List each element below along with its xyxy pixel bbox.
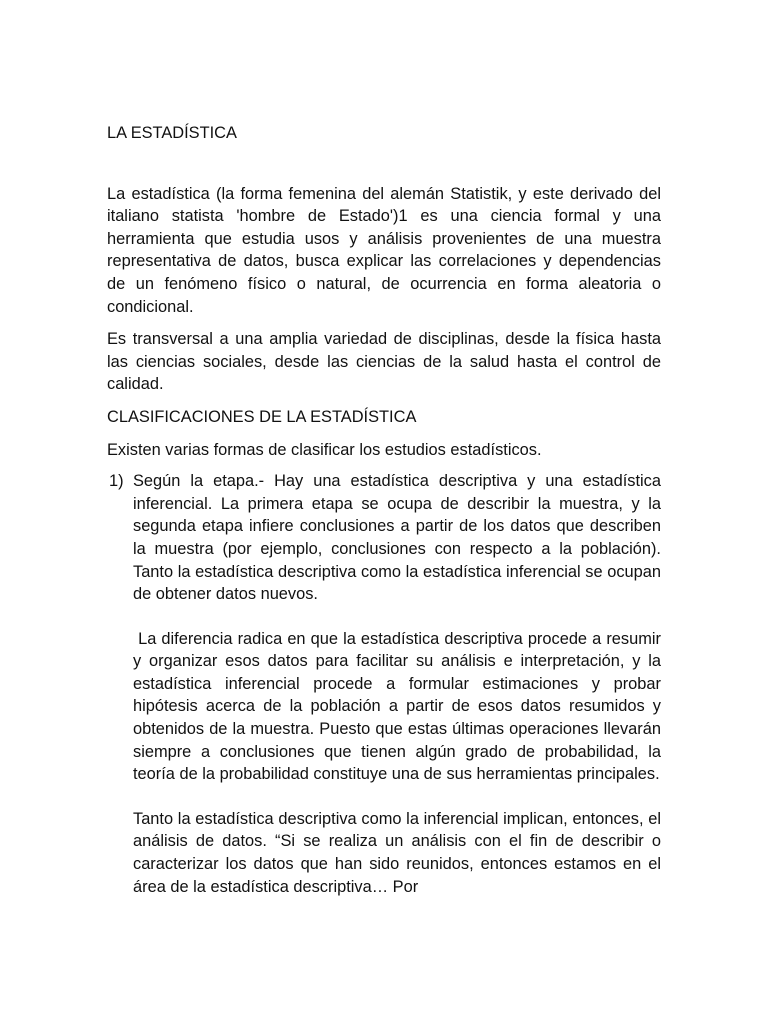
intro-paragraph: La estadística (la forma femenina del alemán Statistik, y este derivado del italiano statista 'hombre de Estado')1 es una ciencia formal y una herramienta que estudia usos y análisis provenientes de una muestra representativa de datos, busca explicar las correlaciones y dependencias de un fenómeno físico o natural, de ocurrencia en forma aleatoria o condicional. — [107, 184, 661, 316]
analysis-paragraph: Tanto la estadística descriptiva como la inferencial implican, entonces, el análisis de datos. “Si se realiza un análisis con el fin de describir o caracterizar los datos que han sido reunidos, entonces estamos en el área de la estadística descriptiva… Por — [133, 809, 661, 896]
list-item-number: 1) — [109, 472, 124, 491]
document-title: LA ESTADÍSTICA — [107, 124, 237, 142]
list-item — [107, 470, 661, 606]
classifications-heading: CLASIFICACIONES DE LA ESTADÍSTICA — [107, 407, 417, 426]
difference-paragraph: La diferencia radica en que la estadística descriptiva procede a resumir y organizar esos datos para facilitar su análisis e interpretación, y la estadística inferencial procede a formular estimaciones y probar hipótesis acerca de la población a partir de esos datos resumidos y obtenidos de la muestra. Puesto que estas últimas operaciones llevarán siempre a conclusiones que tienen algún grado de probabilidad, la teoría de la probabilidad constituye una de sus herramientas principales. — [133, 629, 661, 784]
document-body — [107, 122, 661, 898]
classifications-intro-paragraph: Existen varias formas de clasificar los estudios estadísticos. — [107, 440, 542, 459]
list-item-text: Según la etapa.- Hay una estadística descriptiva y una estadística inferencial. La primera etapa se ocupa de describir la muestra, y la segunda etapa infiere conclusiones a partir de los datos que describen la muestra (por ejemplo, conclusiones con respecto a la población). Tanto la estadística descriptiva como la estadística inferencial se ocupan de obtener datos nuevos. — [133, 472, 661, 604]
transversal-paragraph: Es transversal a una amplia variedad de disciplinas, desde la física hasta las ciencias sociales, desde las ciencias de la salud hasta el control de calidad. — [107, 330, 661, 394]
